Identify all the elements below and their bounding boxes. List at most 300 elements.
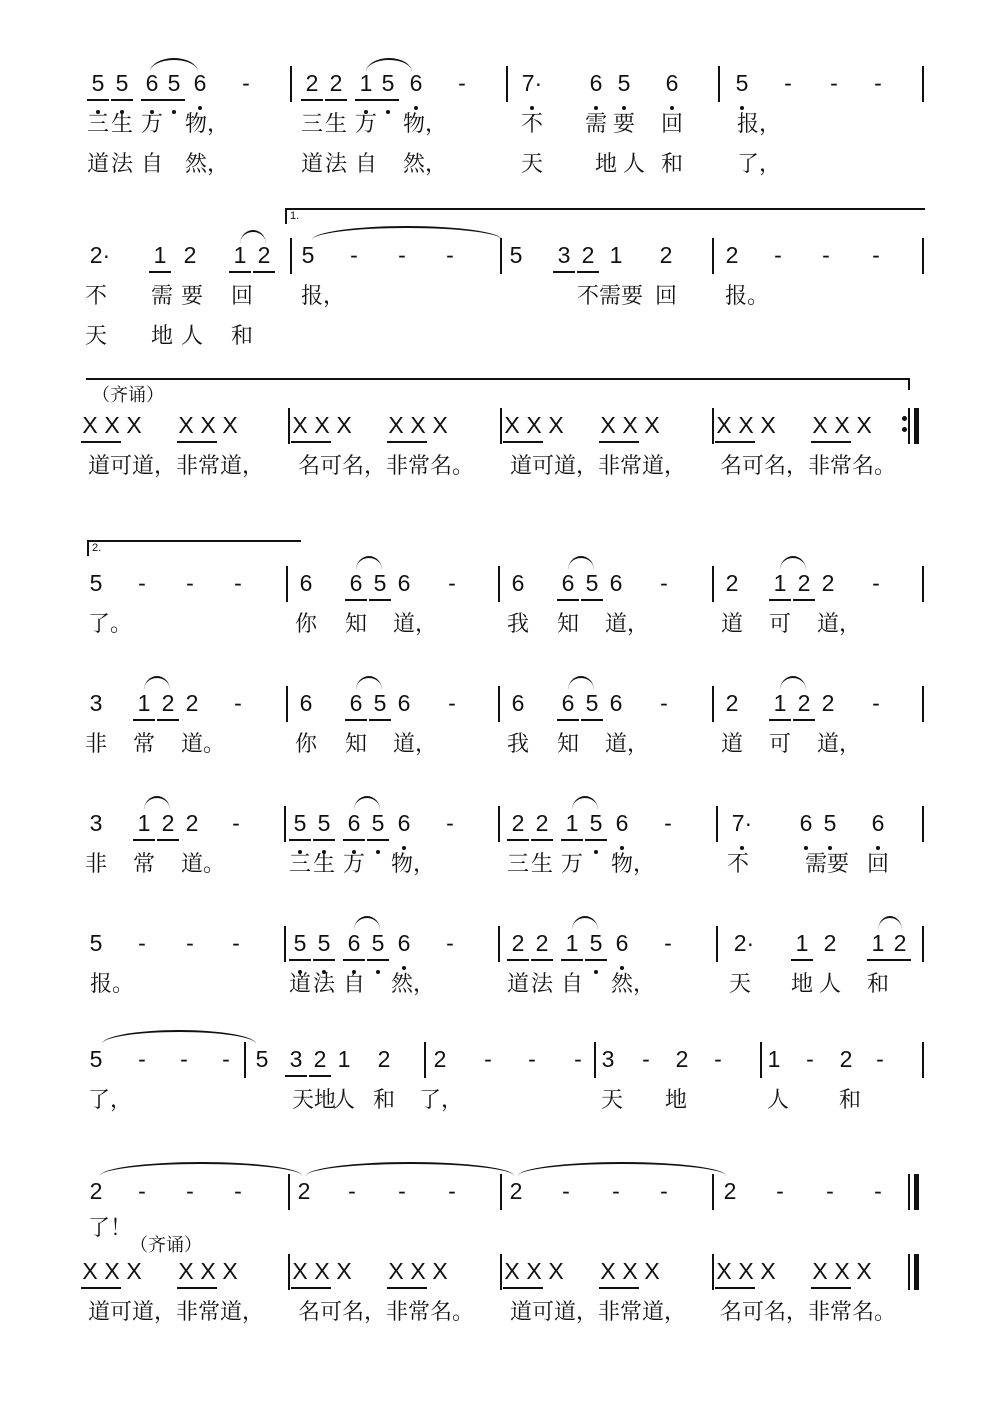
lyric-syllable: 物， (403, 112, 448, 137)
lyric-syllable: 地 (665, 1088, 688, 1113)
lyric-syllable: 天 (85, 324, 108, 349)
lyric-syllable: 万 (355, 112, 378, 137)
note: X (126, 1258, 142, 1284)
note: X (809, 1256, 831, 1286)
note: 2 (325, 68, 347, 98)
barline (716, 926, 718, 962)
note: 1 (133, 688, 155, 718)
lyric-syllable: 道可道，非常道， (88, 1300, 265, 1325)
note: X (809, 410, 831, 440)
lyric-syllable: 你 (295, 612, 318, 637)
note: 5 (367, 808, 389, 838)
note: 6 (511, 570, 525, 596)
note: 2 (889, 928, 911, 958)
note: 2 (675, 1046, 689, 1072)
barline (244, 1042, 246, 1078)
note: X (197, 1256, 219, 1286)
barline (594, 1042, 596, 1078)
note: - (138, 1178, 146, 1204)
note: 3 (89, 690, 103, 716)
note: 5 (509, 242, 523, 268)
lyric-syllable: 道 (289, 972, 312, 997)
note: 7· (517, 68, 547, 98)
note: X (126, 412, 142, 438)
barline (500, 1174, 502, 1210)
note: X (760, 412, 776, 438)
slur-mark (356, 556, 382, 570)
note: X (735, 1256, 757, 1286)
lyric-syllable: 回 (661, 112, 684, 137)
note: - (448, 1178, 456, 1204)
note: X (644, 1258, 660, 1284)
note: 2 (531, 928, 553, 958)
lyric-syllable: 生 (531, 852, 554, 877)
lyric-syllable: 知 (557, 612, 580, 637)
barline (506, 66, 508, 102)
volta-number: 2. (92, 542, 102, 554)
note: X (831, 1256, 853, 1286)
lyric-syllable: 人 (819, 972, 842, 997)
note: 7· (727, 808, 757, 838)
first-ending-bracket (285, 208, 925, 224)
note: 1 (561, 928, 583, 958)
final-barline (914, 408, 919, 444)
note: - (876, 1046, 884, 1072)
note: - (350, 242, 358, 268)
note: X (548, 1258, 564, 1284)
note: - (138, 570, 146, 596)
note: 3 (601, 1046, 615, 1072)
lyric-syllable: 了！ (88, 1216, 133, 1241)
note: 6 (867, 808, 889, 838)
note: 5 (585, 808, 607, 838)
unison-recite-annotation: （齐诵） (130, 1235, 202, 1256)
lyric-syllable: 物， (391, 852, 436, 877)
lyric-syllable: 我 (507, 732, 530, 757)
lyric-syllable: 法 (313, 972, 336, 997)
note: 5 (301, 242, 315, 268)
note: X (831, 410, 853, 440)
note: - (612, 1178, 620, 1204)
note: 6 (609, 690, 623, 716)
barline (716, 806, 718, 842)
note: 6 (299, 690, 313, 716)
slur-mark (312, 226, 502, 240)
note: 5 (89, 570, 103, 596)
lyric-syllable: 道 (301, 152, 324, 177)
barline (908, 408, 910, 444)
notation-row (0, 928, 1000, 964)
slur-mark (354, 796, 380, 810)
lyric-syllable: 可 (769, 612, 792, 637)
note: - (186, 570, 194, 596)
notation-row (0, 1044, 1000, 1080)
barline (424, 1042, 426, 1078)
lyric-syllable: 非 (85, 852, 108, 877)
lyric-syllable: 了， (737, 152, 782, 177)
lyric-syllable: 天地 (292, 1088, 337, 1113)
notation-row (0, 808, 1000, 844)
lyric-syllable: 地 (151, 324, 174, 349)
lyric-syllable: 道， (605, 612, 650, 637)
note: - (186, 1178, 194, 1204)
note: 6 (299, 570, 313, 596)
note: 6 (557, 568, 579, 598)
slur-mark (780, 556, 806, 570)
lyric-syllable: 不 (727, 852, 750, 877)
note: X (197, 410, 219, 440)
note: X (101, 1256, 123, 1286)
note: X (336, 412, 352, 438)
lyric-syllable: 需 (151, 284, 174, 309)
notation-row (0, 568, 1000, 604)
lyric-syllable: 道 (721, 732, 744, 757)
note: X (760, 1258, 776, 1284)
barline (290, 66, 292, 102)
lyric-syllable: 道， (393, 732, 438, 757)
note: X (735, 410, 757, 440)
note: X (501, 410, 523, 440)
note: - (874, 1178, 882, 1204)
note: 6 (611, 808, 633, 838)
note: X (713, 410, 735, 440)
lyric-syllable: 地 (595, 152, 618, 177)
lyric-syllable: 和 (231, 324, 254, 349)
lyric-syllable: 名可名，非常名。 (720, 454, 897, 479)
note: - (714, 1046, 722, 1072)
barline (286, 686, 288, 722)
note: 2 (839, 1046, 853, 1072)
lyric-syllable: 名可名，非常名。 (720, 1300, 897, 1325)
note: 3 (89, 810, 103, 836)
barline (712, 566, 714, 602)
note: 1 (229, 240, 251, 270)
note: - (872, 690, 880, 716)
note: - (574, 1046, 582, 1072)
note: X (713, 1256, 735, 1286)
slur-mark (572, 916, 598, 930)
lyric-syllable: 然， (611, 972, 656, 997)
note: 6 (141, 68, 163, 98)
notation-row (0, 240, 1000, 276)
slur-mark (144, 676, 170, 690)
note: 5 (731, 68, 753, 98)
note: X (856, 412, 872, 438)
note: X (501, 1256, 523, 1286)
note: 5 (163, 68, 185, 98)
note: X (311, 1256, 333, 1286)
slur-mark (306, 1162, 514, 1176)
barline (712, 686, 714, 722)
lyric-syllable: 生 (325, 112, 348, 137)
note: - (872, 570, 880, 596)
note: X (432, 412, 448, 438)
note: X (407, 410, 429, 440)
lyric-syllable: 常 (133, 732, 156, 757)
lyric-syllable: 和 (839, 1088, 862, 1113)
barline (284, 806, 286, 842)
barline (290, 238, 292, 274)
note: 5 (819, 808, 841, 838)
lyric-syllable: 道。 (181, 852, 226, 877)
note: 6 (393, 928, 415, 958)
note: - (822, 242, 830, 268)
lyric-syllable: 道。 (181, 732, 226, 757)
lyric-syllable: 需要 (805, 852, 850, 877)
note: 2 (433, 1046, 447, 1072)
note: 1 (355, 68, 377, 98)
lyric-syllable: 地 (791, 972, 814, 997)
lyric-syllable: 道， (817, 732, 862, 757)
note: - (660, 1178, 668, 1204)
note: 1 (767, 1046, 781, 1072)
lyric-syllable: 不 (521, 112, 544, 137)
note: 2 (507, 928, 529, 958)
note: X (289, 410, 311, 440)
note: - (234, 690, 242, 716)
note: - (774, 242, 782, 268)
note: 5 (369, 688, 391, 718)
note: - (348, 1178, 356, 1204)
lyric-syllable: 了， (419, 1088, 464, 1113)
barline (922, 1042, 924, 1078)
note: - (446, 810, 454, 836)
note: - (186, 930, 194, 956)
note: - (446, 930, 454, 956)
notation-row (0, 688, 1000, 724)
lyric-syllable: 道， (817, 612, 862, 637)
note: X (79, 1256, 101, 1286)
lyric-syllable: 万 (561, 852, 584, 877)
note: - (232, 930, 240, 956)
lyric-syllable: 然， (403, 152, 448, 177)
lyric-syllable: 要 (613, 112, 636, 137)
note: 5 (87, 68, 109, 98)
lyric-syllable: 自 (355, 152, 378, 177)
lyric-syllable: 三 (87, 112, 110, 137)
lyric-syllable: 人 (623, 152, 646, 177)
note: - (180, 1046, 188, 1072)
note: 6 (345, 568, 367, 598)
lyric-syllable: 报， (301, 284, 346, 309)
lyric-syllable: 了。 (88, 612, 133, 637)
barline (712, 408, 714, 444)
volta-number: 1. (290, 210, 300, 222)
note: 6 (511, 690, 525, 716)
note: 5 (313, 808, 335, 838)
note: 2 (821, 690, 835, 716)
note: 2 (89, 1178, 103, 1204)
barline (288, 1254, 290, 1290)
note: 5 (613, 68, 635, 98)
slur-mark (150, 58, 198, 72)
note: - (830, 70, 838, 96)
note: - (398, 1178, 406, 1204)
lyric-syllable: 报。 (725, 284, 770, 309)
note: - (806, 1046, 814, 1072)
note: 2 (823, 930, 837, 956)
note: X (79, 410, 101, 440)
barline (922, 686, 924, 722)
note: 6 (189, 68, 211, 98)
unison-recite-annotation: （齐诵） (92, 385, 164, 406)
note: - (784, 70, 792, 96)
note: 6 (345, 688, 367, 718)
note: - (138, 1046, 146, 1072)
lyric-syllable: 不 (85, 284, 108, 309)
note: - (664, 810, 672, 836)
lyric-syllable: 了， (88, 1088, 133, 1113)
barline (712, 1174, 714, 1210)
note: 2· (89, 242, 111, 268)
note: 5 (111, 68, 133, 98)
slur-mark (102, 1030, 256, 1044)
note: - (138, 930, 146, 956)
note: X (175, 410, 197, 440)
lyric-syllable: 你 (295, 732, 318, 757)
note: - (826, 1178, 834, 1204)
lyric-syllable: 人 (181, 324, 204, 349)
lyric-syllable: 非 (85, 732, 108, 757)
note: 2· (733, 930, 755, 956)
barline (288, 1174, 290, 1210)
note: 2 (157, 688, 179, 718)
lyric-syllable: 报， (737, 112, 782, 137)
note: X (385, 1256, 407, 1286)
barline (288, 408, 290, 444)
lyric-syllable: 道可道，非常道， (510, 1300, 687, 1325)
note: 1 (561, 808, 583, 838)
note: - (776, 1178, 784, 1204)
note: 6 (393, 808, 415, 838)
barline (922, 806, 924, 842)
lyric-syllable: 三 (289, 852, 312, 877)
note: 2 (531, 808, 553, 838)
note: - (872, 242, 880, 268)
note: 1 (769, 688, 791, 718)
note: - (448, 690, 456, 716)
note: 2 (723, 1178, 737, 1204)
barline (500, 408, 502, 444)
note: 6 (343, 808, 365, 838)
note: 5 (377, 68, 399, 98)
note: 5 (89, 930, 103, 956)
final-barline (914, 1174, 919, 1210)
barline (760, 1042, 762, 1078)
barline (498, 686, 500, 722)
notation-row (0, 410, 1000, 446)
notation-row (0, 68, 1000, 104)
note: X (222, 412, 238, 438)
note: 2 (793, 568, 815, 598)
note: X (856, 1258, 872, 1284)
slur-mark (356, 676, 382, 690)
lyric-syllable: 道 (721, 612, 744, 637)
slur-mark (572, 796, 598, 810)
barline (500, 238, 502, 274)
note: 1 (133, 808, 155, 838)
note: 6 (585, 68, 607, 98)
barline (712, 1254, 714, 1290)
note: 2 (185, 810, 199, 836)
note: X (289, 1256, 311, 1286)
lyric-syllable: 我 (507, 612, 530, 637)
lyric-syllable: 生 (111, 112, 134, 137)
lyric-syllable: 万 (141, 112, 164, 137)
note: X (175, 1256, 197, 1286)
lyric-syllable: 自 (561, 972, 584, 997)
lyric-syllable: 然， (185, 152, 230, 177)
note: 6 (397, 690, 411, 716)
note: 2 (509, 1178, 523, 1204)
note: 1 (149, 240, 171, 270)
slur-mark (518, 1162, 726, 1176)
barline (498, 566, 500, 602)
note: 1 (791, 928, 813, 958)
note: X (101, 410, 123, 440)
note: 5 (255, 1046, 269, 1072)
barline (922, 238, 924, 274)
note: 1 (769, 568, 791, 598)
note: 2 (725, 242, 739, 268)
lyric-syllable: 道可道，非常道， (510, 454, 687, 479)
barline (922, 926, 924, 962)
lyric-syllable: 道， (605, 732, 650, 757)
note: - (664, 930, 672, 956)
note: - (232, 810, 240, 836)
slur-mark (878, 916, 902, 930)
barline (498, 806, 500, 842)
note: X (597, 410, 619, 440)
note: - (458, 70, 466, 96)
note: - (642, 1046, 650, 1072)
lyric-syllable: 物， (185, 112, 230, 137)
barline (922, 66, 924, 102)
note: X (548, 412, 564, 438)
lyric-syllable: 名可名，非常名。 (298, 454, 475, 479)
note: - (528, 1046, 536, 1072)
lyric-syllable: 三 (301, 112, 324, 137)
lyric-syllable: 知 (557, 732, 580, 757)
slur-mark (780, 676, 806, 690)
note: X (222, 1258, 238, 1284)
note: 6 (611, 928, 633, 958)
note: 1 (867, 928, 889, 958)
note: 2 (725, 690, 739, 716)
note: - (660, 690, 668, 716)
barline (908, 1254, 910, 1290)
lyric-syllable: 物， (611, 852, 656, 877)
note: X (619, 1256, 641, 1286)
lyric-syllable: 自 (141, 152, 164, 177)
note: 2 (793, 688, 815, 718)
note: 5 (581, 688, 603, 718)
barline (284, 926, 286, 962)
slur-mark (354, 916, 380, 930)
note: 6 (795, 808, 817, 838)
note: - (398, 242, 406, 268)
note: X (523, 410, 545, 440)
slur-mark (568, 676, 594, 690)
second-ending-bracket (87, 540, 301, 556)
lyric-syllable: 和 (661, 152, 684, 177)
barline (286, 566, 288, 602)
note: 5 (369, 568, 391, 598)
lyric-syllable: 名可名，非常名。 (298, 1300, 475, 1325)
lyric-syllable: 人 (333, 1088, 356, 1113)
lyric-syllable: 道， (393, 612, 438, 637)
notation-row (0, 1256, 1000, 1292)
